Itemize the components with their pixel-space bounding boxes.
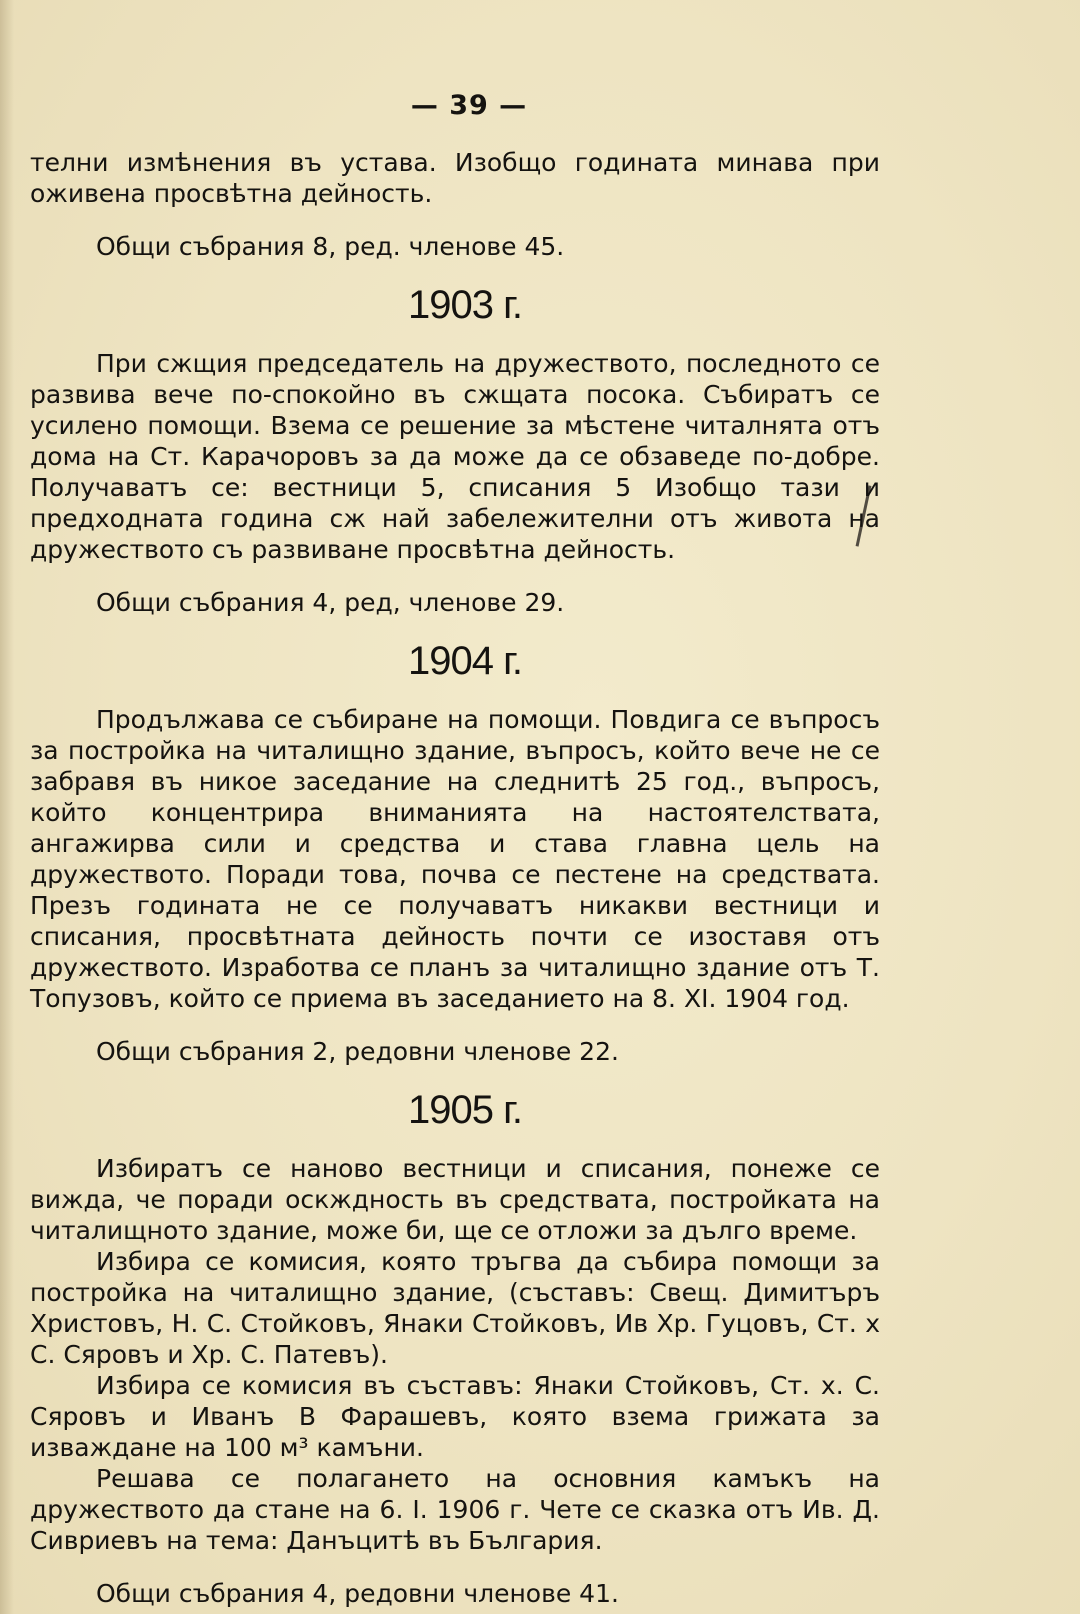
year-heading-1903: 1903 г. <box>408 283 522 327</box>
intro-paragraph: телни измѣнения въ устава. Изобщо годината минава при оживена просвѣтна дейность. <box>30 148 880 208</box>
paragraph-1905-a: Избиратъ се наново вестници и списания, понеже се вижда, че поради оскждность въ средствата, постройката на читалищното здание, може би, ще се отложи за дълго време. <box>30 1154 880 1245</box>
stats-1905: Общи събрания 4, редовни членове 41. <box>96 1579 619 1608</box>
page-text <box>30 90 880 1614</box>
page-edge-shadow <box>0 0 14 1614</box>
year-heading-1904: 1904 г. <box>408 639 522 683</box>
intro-stats: Общи събрания 8, ред. членове 45. <box>96 232 565 261</box>
paragraph-1905-c: Избира се комисия въ съставъ: Янаки Стойковъ, Ст. х. С. Сяровъ и Иванъ В Фарашевъ, която взема грижата за изваждане на 100 м³ камъни. <box>30 1371 880 1462</box>
paragraph-1905-b: Избира се комисия, която тръгва да събира помощи за постройка на читалищно здание, (съставъ: Свещ. Димитъръ Христовъ, Н. С. Стойковъ, Янаки Стойковъ, Ив Хр. Гуцовъ, Ст. х С. Сяровъ и Хр. С. Патевъ). <box>30 1247 880 1369</box>
paragraph-1904: Продължава се събиране на помощи. Повдига се въпросъ за постройка на читалищно здание, въпросъ, който вече не се забравя въ никое заседание на следнитѣ 25 год., въпросъ, който концентрира вниманията на настоятелствата, ангажирва сили и средства и става главна цель на дружеството. Поради това, почва се пестене на средствата. Презъ годината не се получаватъ никакви вестници и списания, просвѣтната дейность почти се изоставя отъ дружеството. Изработва се планъ за читалищно здание отъ Т. Топузовъ, който се приема въ заседанието на 8. XI. 1904 год. <box>30 705 880 1013</box>
paragraph-1903: При сжщия председатель на дружеството, последното се развива вече по-спокойно въ сжщата посока. Събиратъ се усилено помощи. Взема се решение за мѣстене читалнята отъ дома на Ст. Карачоровъ за да може да се обзаведе по-добре. Получаватъ се: вестници 5, списания 5 Изобщо тази и предходната година сж най забележителни отъ живота на дружеството съ развиване просвѣтна дейность. <box>30 349 880 564</box>
stats-1903: Общи събрания 4, ред, членове 29. <box>96 588 565 617</box>
paragraph-1905-d: Решава се полагането на основния камъкъ на дружеството да стане на 6. I. 1906 г. Чете се сказка отъ Ив. Д. Сивриевъ на тема: Данъцитѣ въ България. <box>30 1464 880 1555</box>
stats-1904: Общи събрания 2, редовни членове 22. <box>96 1037 619 1066</box>
page-number: — 39 — <box>410 90 528 121</box>
year-heading-1905: 1905 г. <box>408 1088 522 1132</box>
